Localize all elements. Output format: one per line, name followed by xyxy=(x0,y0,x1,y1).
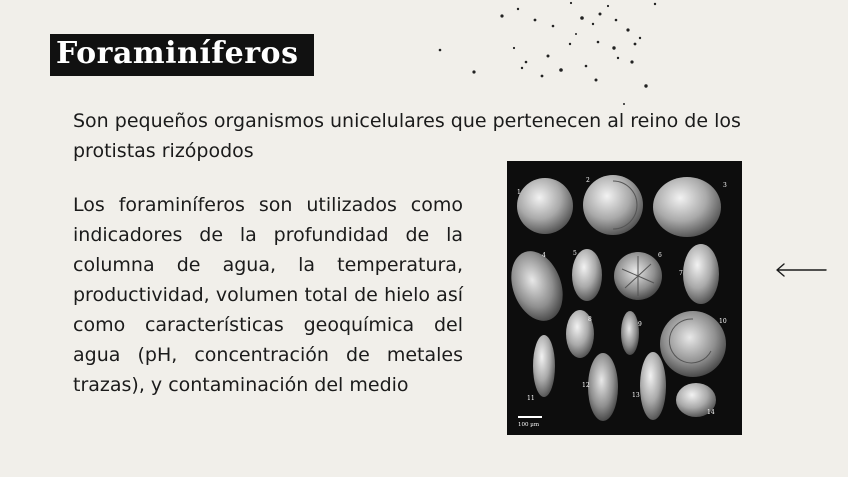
specimen-label: 7 xyxy=(679,270,683,277)
specimen-shapes xyxy=(507,175,726,421)
body-paragraph: Los foraminíferos son utilizados como indicadores de la profundidad de la columna de agua, la temperatura, productividad, volumen total de hielo así como características geoquímica del agua (pH, concentración de metales trazas), y contaminación del medio xyxy=(73,194,463,396)
specimen-label: 10 xyxy=(719,318,727,325)
scale-bar-label: 100 µm xyxy=(518,422,540,428)
specimen-label: 1 xyxy=(517,189,521,196)
specimen-label: 2 xyxy=(586,177,590,184)
slide-title: Foraminíferos xyxy=(56,36,299,71)
specimen-label: 4 xyxy=(542,252,546,259)
specimen-4-shape xyxy=(507,244,572,328)
specimen-12-shape xyxy=(588,353,618,421)
specimen-label: 11 xyxy=(527,395,535,402)
specimen-label: 6 xyxy=(658,252,662,259)
micrograph-image xyxy=(507,161,742,435)
specimen-7-shape xyxy=(683,244,719,304)
title-banner xyxy=(50,34,314,76)
ink-splatter-decoration xyxy=(430,0,670,110)
specimen-1-shape xyxy=(517,178,573,234)
specimen-label: 12 xyxy=(582,382,590,389)
specimen-3-shape xyxy=(653,177,721,237)
specimen-label: 8 xyxy=(588,316,592,323)
foraminifera-micrograph xyxy=(507,161,742,435)
specimen-label: 14 xyxy=(707,409,715,416)
left-arrow-icon xyxy=(774,262,828,278)
scale-bar xyxy=(518,416,542,418)
specimen-11-shape xyxy=(533,335,555,397)
specimen-label: 5 xyxy=(573,250,577,257)
specimen-2-shape xyxy=(583,175,643,235)
specimen-9-shape xyxy=(621,311,639,355)
specimen-label: 9 xyxy=(638,321,642,328)
specimen-label: 3 xyxy=(723,182,727,189)
specimen-13-shape xyxy=(640,352,666,420)
intro-paragraph: Son pequeños organismos unicelulares que pertenecen al reino de los protistas rizópodos xyxy=(73,110,741,162)
specimen-label: 13 xyxy=(632,392,640,399)
